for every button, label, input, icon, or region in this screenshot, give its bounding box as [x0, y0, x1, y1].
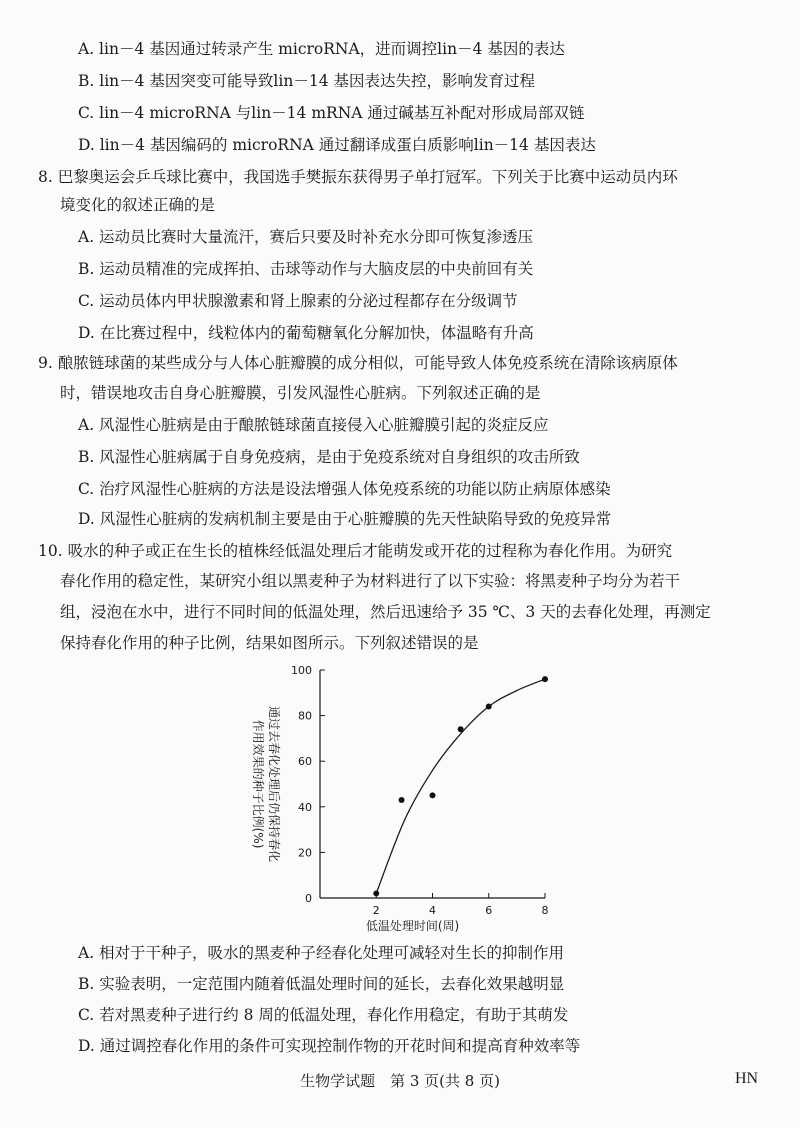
q9-option-b: B. 风湿性心脏病属于自身免疫病，是由于免疫系统对自身组织的攻击所致: [78, 448, 580, 466]
q10-stem-cont-3: 保持春化作用的种子比例，结果如图所示。下列叙述错误的是: [60, 634, 479, 652]
x-tick-label: 8: [541, 904, 549, 917]
y-axis-label-line2: 作用效果的种子比例(%): [251, 719, 265, 849]
y-tick-label: 100: [291, 664, 312, 677]
data-point: [486, 703, 492, 709]
data-point: [373, 890, 379, 896]
q9-option-c: C. 治疗风湿性心脏病的方法是设法增强人体免疫系统的功能以防止病原体感染: [78, 480, 611, 498]
page-footer: 生物学试题 第 3 页(共 8 页): [300, 1072, 500, 1090]
q8-option-b: B. 运动员精准的完成挥拍、击球等动作与大脑皮层的中央前回有关: [78, 260, 534, 278]
q9-option-a: A. 风湿性心脏病是由于酿脓链球菌直接侵入心脏瓣膜引起的炎症反应: [78, 416, 549, 434]
q7-option-a: A. lin－4 基因通过转录产生 microRNA，进而调控lin－4 基因的表达: [78, 40, 565, 58]
q10-option-d: D. 通过调控春化作用的条件可实现控制作物的开花时间和提高育种效率等: [78, 1037, 581, 1055]
q10-stem-cont-2: 组，浸泡在水中，进行不同时间的低温处理，然后迅速给予 35 ℃、3 天的去春化处理，再测定: [60, 603, 711, 621]
q10-option-a: A. 相对于干种子，吸水的黑麦种子经春化处理可减轻对生长的抑制作用: [78, 944, 565, 962]
q7-option-d: D. lin－4 基因编码的 microRNA 通过翻译成蛋白质影响lin－14 基因表达: [78, 136, 596, 154]
vernalization-chart: [240, 655, 580, 940]
y-tick-label: 60: [298, 755, 312, 769]
q10-option-c: C. 若对黑麦种子进行约 8 周的低温处理，春化作用稳定，有助于其萌发: [78, 1006, 569, 1024]
data-point: [542, 676, 548, 682]
x-axis-label: 低温处理时间(周): [365, 919, 460, 933]
fitted-curve: [376, 679, 545, 893]
q10-stem-cont-1: 春化作用的稳定性，某研究小组以黑麦种子为材料进行了以下实验：将黑麦种子均分为若干: [60, 572, 681, 590]
region-code: HN: [735, 1070, 759, 1087]
data-point: [458, 726, 464, 732]
q8-option-a: A. 运动员比赛时大量流汗，赛后只要及时补充水分即可恢复渗透压: [78, 228, 534, 246]
data-point: [399, 797, 405, 803]
q9-stem: 9. 酿脓链球菌的某些成分与人体心脏瓣膜的成分相似，可能导致人体免疫系统在清除该病原体: [38, 354, 678, 372]
y-tick-label: 80: [298, 709, 312, 723]
q8-option-c: C. 运动员体内甲状腺激素和肾上腺素的分泌过程都存在分级调节: [78, 292, 518, 310]
q7-option-c: C. lin－4 microRNA 与lin－14 mRNA 通过碱基互补配对形成局部双链: [78, 104, 585, 122]
y-tick-label: 0: [305, 892, 312, 905]
y-axis-label-line1: 通过去春化处理后仍保持春化: [267, 705, 281, 863]
q8-stem-cont: 境变化的叙述正确的是: [60, 196, 216, 214]
y-tick-label: 40: [298, 800, 312, 814]
q10-option-b: B. 实验表明，一定范围内随着低温处理时间的延长，去春化效果越明显: [78, 975, 565, 993]
q7-option-b: B. lin－4 基因突变可能导致lin－14 基因表达失控，影响发育过程: [78, 72, 535, 90]
x-tick-label: 6: [485, 904, 493, 917]
q9-option-d: D. 风湿性心脏病的发病机制主要是由于心脏瓣膜的先天性缺陷导致的免疫异常: [78, 510, 612, 528]
q8-stem: 8. 巴黎奥运会乒乓球比赛中，我国选手樊振东获得男子单打冠军。下列关于比赛中运动员内环: [38, 168, 678, 186]
q8-option-d: D. 在比赛过程中，线粒体内的葡萄糖氧化分解加快，体温略有升高: [78, 324, 534, 342]
y-tick-label: 20: [298, 846, 312, 860]
data-point: [430, 792, 436, 798]
x-tick-label: 2: [372, 904, 380, 917]
x-tick-label: 4: [429, 904, 436, 917]
q10-stem: 10. 吸水的种子或正在生长的植株经低温处理后才能萌发或开花的过程称为春化作用。为研究: [38, 542, 673, 560]
q9-stem-cont: 时，错误地攻击自身心脏瓣膜，引发风湿性心脏病。下列叙述正确的是: [60, 384, 541, 402]
